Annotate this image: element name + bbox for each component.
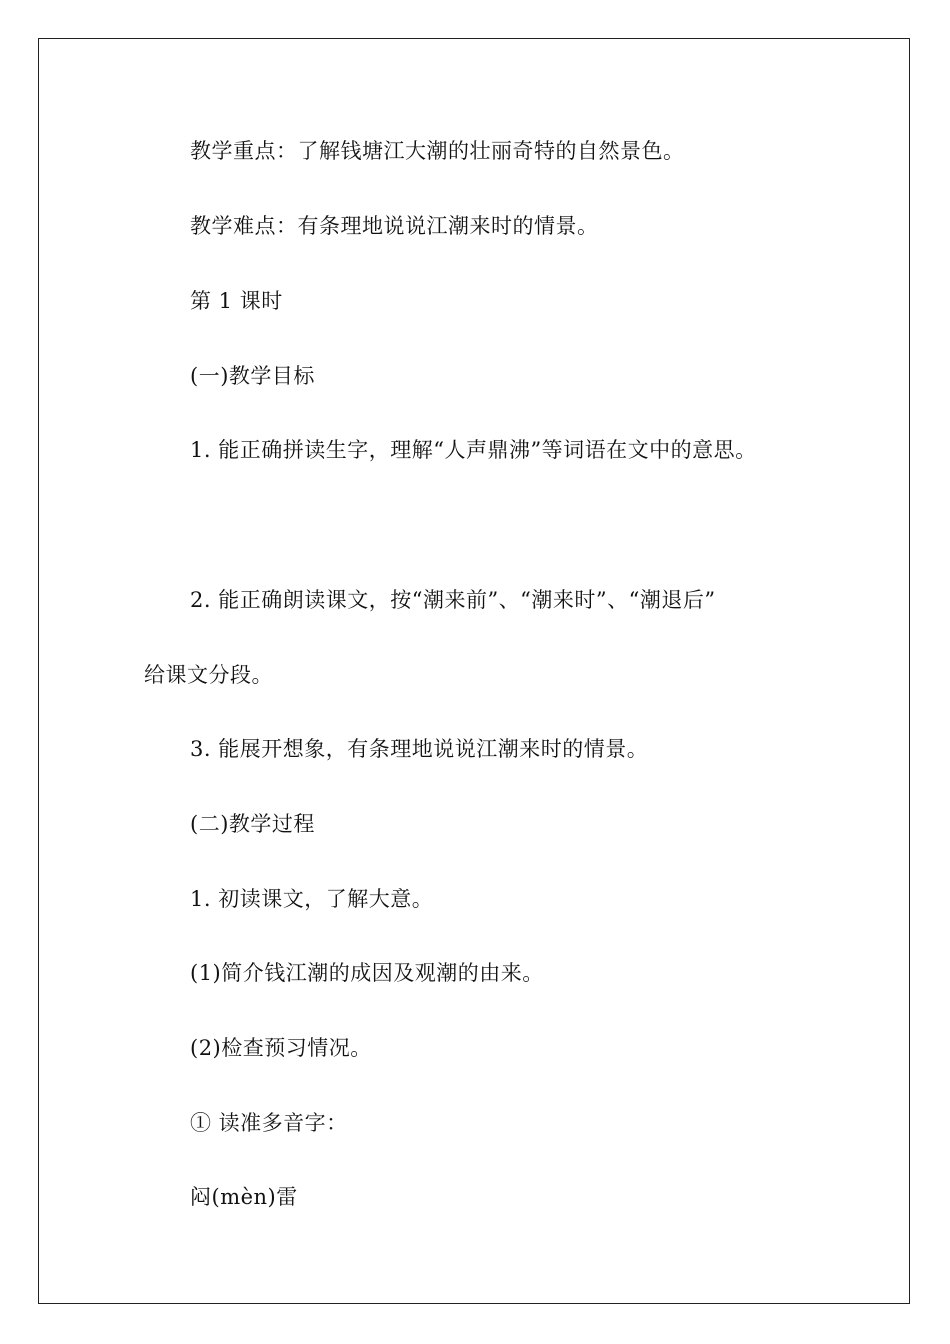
- teaching-focus: 教学重点：了解钱塘江大潮的壮丽奇特的自然景色。: [190, 139, 685, 163]
- process-step-1-item-2: (2)检查预习情况。: [190, 1036, 372, 1060]
- objective-3: 3. 能展开想象，有条理地说说江潮来时的情景。: [190, 737, 649, 761]
- objective-2-continued: 给课文分段。: [144, 663, 273, 687]
- objective-2: 2. 能正确朗读课文，按“潮来前”、“潮来时”、“潮退后”: [190, 588, 716, 612]
- section-objectives-heading: (一)教学目标: [190, 364, 315, 388]
- polyphone-example: 闷(mèn)雷: [190, 1185, 298, 1209]
- document-page: [38, 38, 910, 1304]
- objective-1: 1. 能正确拼读生字，理解“人声鼎沸”等词语在文中的意思。: [190, 438, 757, 462]
- section-process-heading: (二)教学过程: [190, 812, 315, 836]
- polyphone-heading: ① 读准多音字：: [190, 1111, 348, 1135]
- teaching-difficulty: 教学难点：有条理地说说江潮来时的情景。: [190, 214, 599, 238]
- process-step-1: 1. 初读课文，了解大意。: [190, 887, 434, 911]
- lesson-heading: 第 1 课时: [190, 289, 283, 313]
- process-step-1-item-1: (1)简介钱江潮的成因及观潮的由来。: [190, 961, 544, 985]
